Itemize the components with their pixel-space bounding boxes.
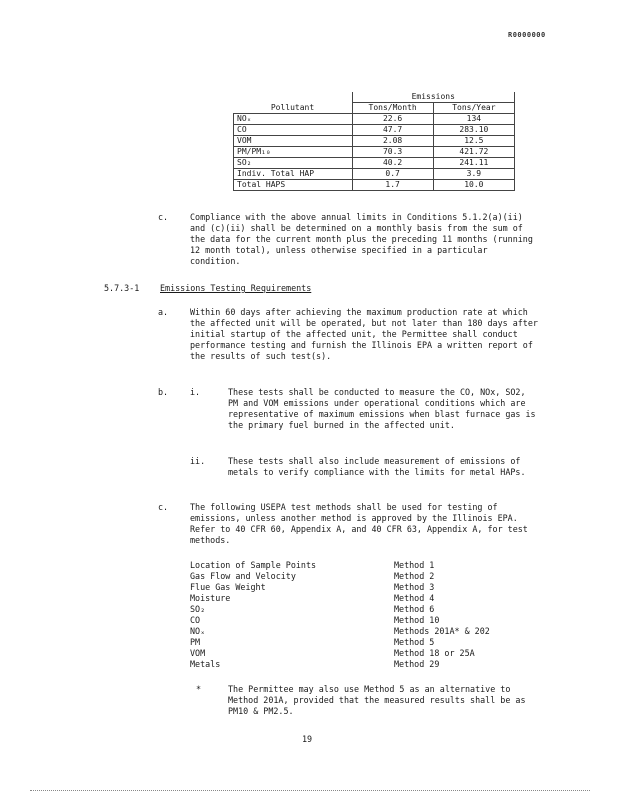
method-item: PM [190,637,201,647]
method-item: Location of Sample Points [190,560,317,570]
table-row [234,114,515,125]
table-row [234,125,515,136]
month-cell: 70.3 [352,147,433,158]
method-item: VOM [190,648,206,658]
pollutant-cell: VOM [234,136,353,147]
year-cell: 421.72 [433,147,514,158]
year-cell: 241.11 [433,158,514,169]
table-row [234,158,515,169]
pollutant-cell: NOₓ [234,114,353,125]
method-item: Moisture [190,593,231,603]
para-a-label: a. [158,307,169,317]
month-cell: 1.7 [352,180,433,191]
para-c-label: c. [158,212,169,222]
para-a-text: Within 60 days after achieving the maximum production rate at which the affected unit will be operated, but not later than 180 days after initial startup of the affected unit, the Permittee shall conduct performance testing and furnish the Illinois EPA a written report of the results of such test(s). [190,307,538,361]
pollutant-cell: CO [234,125,353,136]
month-cell: 22.6 [352,114,433,125]
tons-month-header: Tons/Month [352,103,433,114]
tons-year-header: Tons/Year [433,103,514,114]
table-row [234,180,515,191]
method-name: Method 10 [394,615,440,625]
month-cell: 47.7 [352,125,433,136]
method-item: SO₂ [190,604,206,614]
method-item: Metals [190,659,221,669]
method-item: NOₓ [190,626,206,636]
pollutant-cell: Total HAPS [234,180,353,191]
pollutant-cell: PM/PM₁₀ [234,147,353,158]
footnote-text: The Permittee may also use Method 5 as an alternative to Method 201A, provided that the measured results shall be as PM10 & PM2.5. [228,684,526,716]
method-item: Flue Gas Weight [190,582,266,592]
table-row [234,136,515,147]
para-c2-text: The following USEPA test methods shall be used for testing of emissions, unless another method is approved by the Illinois EPA. Refer to 40 CFR 60, Appendix A, and 40 CFR 63, Appendix A, for test methods. [190,502,528,545]
method-name: Method 4 [394,593,435,603]
para-c2-label: c. [158,502,169,512]
section-title: Emissions Testing Requirements [160,283,312,293]
emissions-header: Emissions [352,92,515,103]
month-cell: 2.08 [352,136,433,147]
method-name: Method 3 [394,582,435,592]
year-cell: 3.9 [433,169,514,180]
footnote-marker: * [196,684,202,694]
section-number: 5.7.3-1 [104,283,140,293]
emissions-table [233,92,515,191]
method-name: Methods 201A* & 202 [394,626,490,636]
document-id: R0000000 [508,31,546,39]
page-number: 19 [302,734,313,744]
year-cell: 283.10 [433,125,514,136]
footer-rule [30,790,590,791]
method-name: Method 18 or 25A [394,648,475,658]
para-b-i-text: These tests shall be conducted to measure the CO, NOx, SO2, PM and VOM emissions under operational conditions which are representative of maximum emissions when blast furnace gas is the primary fuel burned in the affected unit. [228,387,536,430]
method-name: Method 5 [394,637,435,647]
method-name: Method 29 [394,659,440,669]
method-item: Gas Flow and Velocity [190,571,296,581]
pollutant-header: Pollutant [234,92,353,114]
month-cell: 40.2 [352,158,433,169]
year-cell: 10.0 [433,180,514,191]
method-name: Method 2 [394,571,435,581]
para-c-text: Compliance with the above annual limits in Conditions 5.1.2(a)(ii) and (c)(ii) shall be determined on a monthly basis from the sum of the data for the current month plus the preceding 11 months (running 12 month total), unless otherwise specified in a particular condition. [190,212,533,266]
year-cell: 134 [433,114,514,125]
table-row [234,147,515,158]
year-cell: 12.5 [433,136,514,147]
para-b-ii-text: These tests shall also include measurement of emissions of metals to verify compliance with the limits for metal HAPs. [228,456,526,477]
pollutant-cell: Indiv. Total HAP [234,169,353,180]
month-cell: 0.7 [352,169,433,180]
method-name: Method 1 [394,560,435,570]
para-b-i-label: i. [190,387,201,397]
para-b-ii-label: ii. [190,456,206,466]
pollutant-cell: SO₂ [234,158,353,169]
table-row [234,169,515,180]
method-item: CO [190,615,201,625]
para-b-label: b. [158,387,169,397]
method-name: Method 6 [394,604,435,614]
